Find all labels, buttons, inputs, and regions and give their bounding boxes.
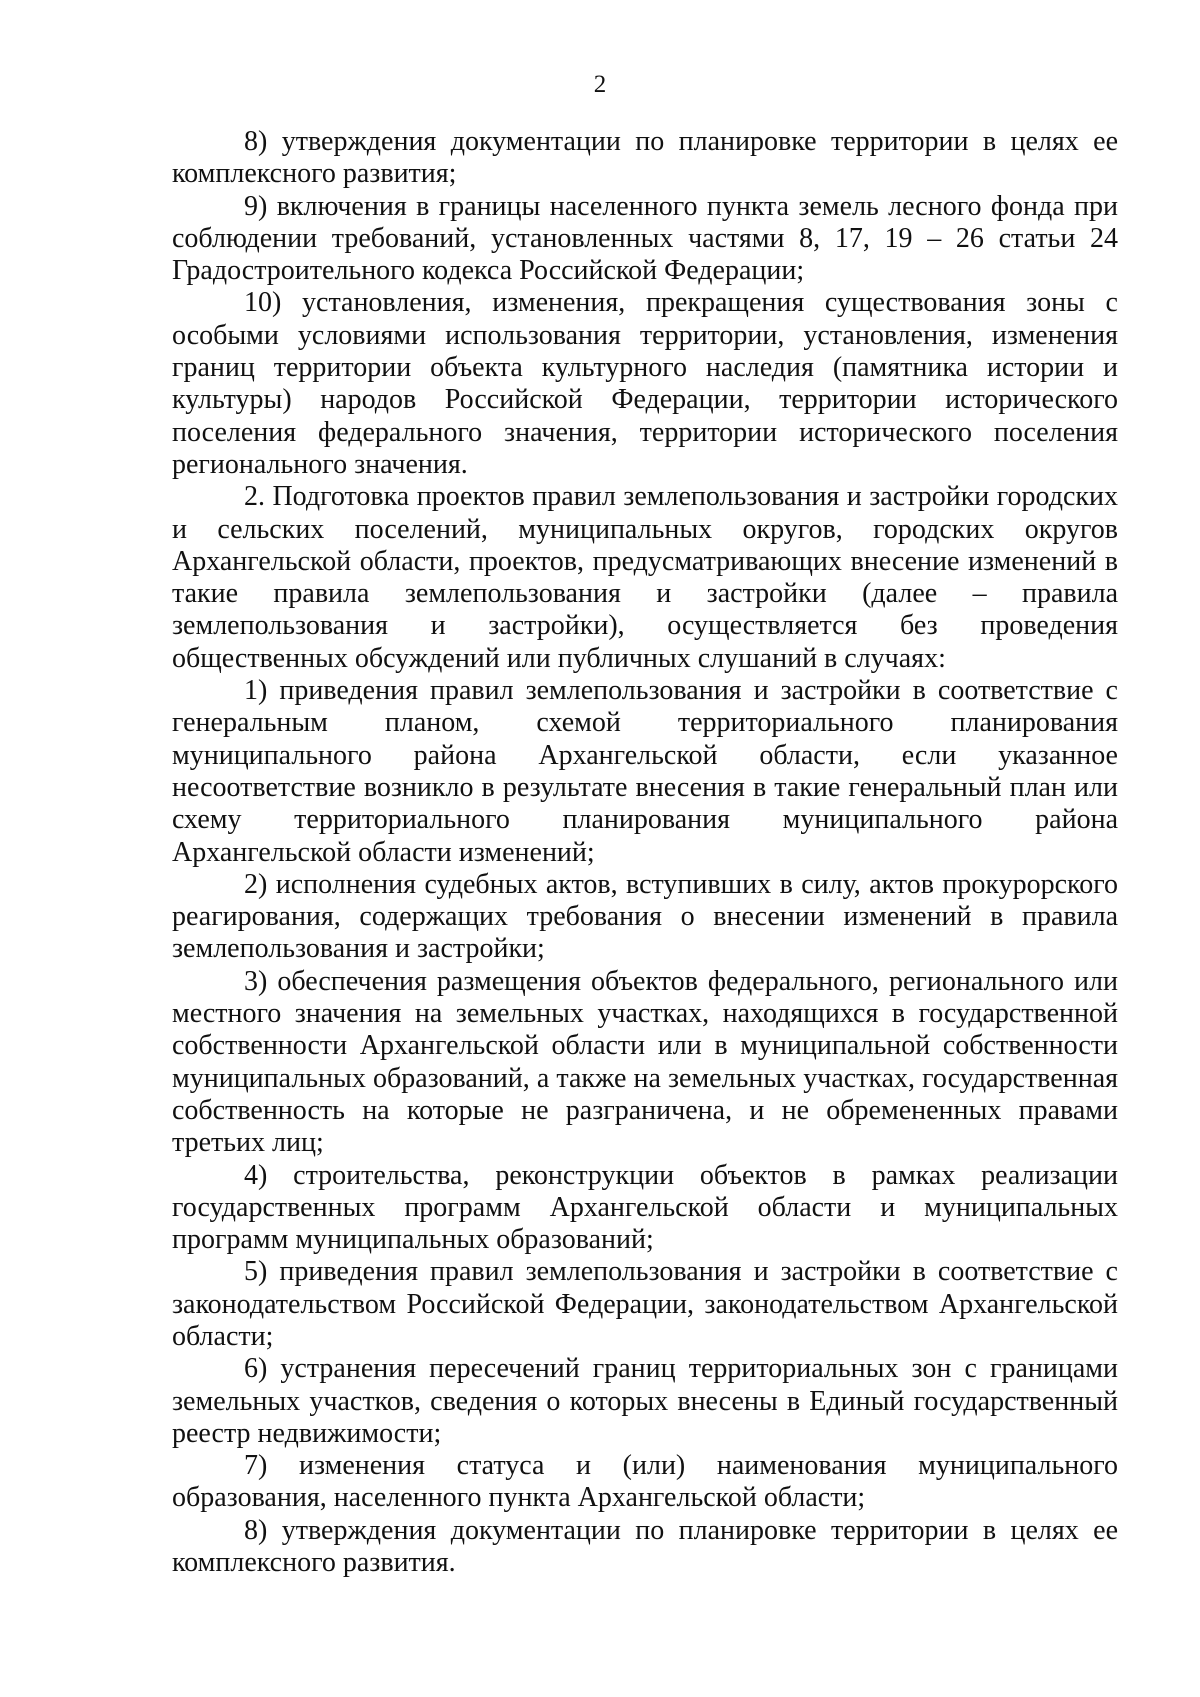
paragraph: 7) изменения статуса и (или) наименования муниципального образования, населенного пункта Архангельской области;	[172, 1450, 1118, 1514]
paragraph: 9) включения в границы населенного пункта земель лесного фонда при соблюдении требований, установленных частями 8, 17, 19 – 26 статьи 24 Градостроительного кодекса Российской Федерации;	[172, 190, 1118, 287]
paragraph: 2) исполнения судебных актов, вступивших в силу, актов прокурорского реагирования, содержащих требования о внесении изменений в правила землепользования и застройки;	[172, 868, 1118, 965]
paragraph: 6) устранения пересечений границ территориальных зон с границами земельных участков, сведения о которых внесены в Единый государственный реестр недвижимости;	[172, 1353, 1118, 1449]
page-number: 2	[593, 71, 607, 98]
paragraph: 2. Подготовка проектов правил землепользования и застройки городских и сельских поселений, муниципальных округов, городских округов Архангельской области, проектов, предусматривающих внесение изменений в такие правила землепользования и застройки (далее – правила землепользования и застройки), осуществляется без проведения общественных обсуждений или публичных слушаний в случаях:	[172, 481, 1118, 674]
paragraph: 4) строительства, реконструкции объектов в рамках реализации государственных программ Архангельской области и муниципальных программ муниципальных образований;	[172, 1159, 1118, 1256]
paragraph: 8) утверждения документации по планировке территории в целях ее комплексного развития;	[172, 126, 1118, 190]
paragraph: 8) утверждения документации по планировке территории в целях ее комплексного развития.	[172, 1514, 1118, 1579]
paragraph: 1) приведения правил землепользования и застройки в соответствие с генеральным планом, схемой территориального планирования муниципального района Архангельской области, если указанное несоответствие возникло в результате внесения в такие генеральный план или схему территориального планирования муниципального района Архангельской области изменений;	[172, 675, 1118, 868]
document-body	[172, 126, 1118, 1579]
paragraph: 5) приведения правил землепользования и застройки в соответствие с законодательством Российской Федерации, законодательством Архангельской области;	[172, 1256, 1118, 1352]
paragraph: 10) установления, изменения, прекращения существования зоны с особыми условиями использования территории, установления, изменения границ территории объекта культурного наследия (памятника истории и культуры) народов Российской Федерации, территории исторического поселения федерального значения, территории исторического поселения регионального значения.	[172, 287, 1118, 480]
paragraph: 3) обеспечения размещения объектов федерального, регионального или местного значения на земельных участках, находящихся в государственной собственности Архангельской области или в муниципальной собственности муниципальных образований, а также на земельных участках, государственная собственность на которые не разграничена, и не обремененных правами третьих лиц;	[172, 965, 1118, 1159]
